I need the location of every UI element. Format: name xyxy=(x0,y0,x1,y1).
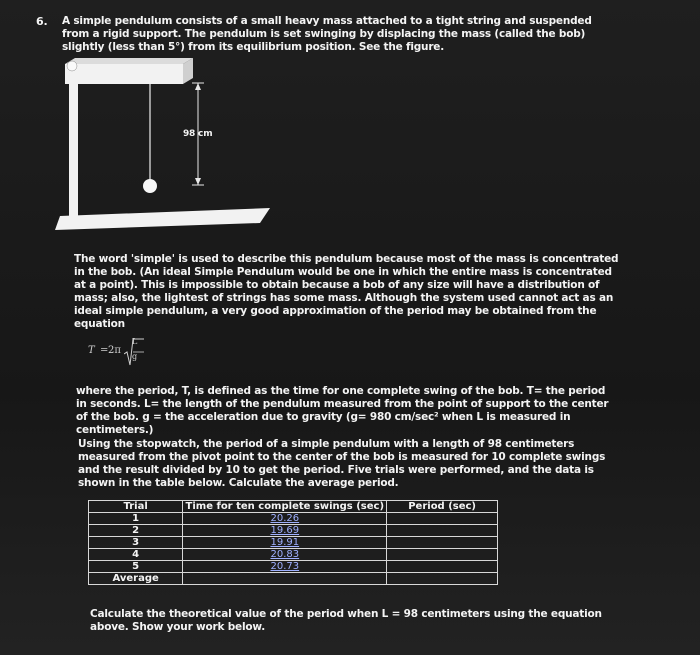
period-cell[interactable] xyxy=(387,549,498,561)
pendulum-figure xyxy=(55,58,270,233)
equation-t: T xyxy=(88,345,95,356)
support-beam xyxy=(65,64,183,84)
base-plate xyxy=(55,208,270,230)
table-row xyxy=(89,525,498,537)
length-label: 98 cm xyxy=(183,129,213,139)
simple-pendulum-paragraph: The word 'simple' is used to describe this pendulum because most of the mass is concentrated in the bob. (An ideal Simple Pendulum would be one in which the entire mass is concentrated at a point). This is impossible to obtain because a bob of any size will have a distribution of mass; also, the lightest of strings has some mass. Although the system used cannot act as an ideal simple pendulum, a very good approximation of the period may be obtained from the equation xyxy=(74,253,619,330)
header-trial: Trial xyxy=(89,501,183,513)
question-number: 6. xyxy=(36,15,48,28)
trial-cell: 3 xyxy=(89,537,183,549)
period-cell[interactable] xyxy=(387,561,498,573)
time-cell: 19.69 xyxy=(183,525,387,537)
trial-cell: 1 xyxy=(89,513,183,525)
table-average-row xyxy=(89,573,498,585)
equation-g: g xyxy=(132,352,138,361)
table-row xyxy=(89,561,498,573)
trial-cell: 2 xyxy=(89,525,183,537)
period-cell[interactable] xyxy=(387,513,498,525)
question-intro: A simple pendulum consists of a small heavy mass attached to a tight string and suspended from a rigid support. The pendulum is set swinging by displacing the mass (called the bob) slightly (less than 5°) from its equilibrium position. See the figure. xyxy=(62,15,592,53)
equation-two-pi: 2π xyxy=(108,345,121,356)
time-cell: 20.73 xyxy=(183,561,387,573)
header-period: Period (sec) xyxy=(387,501,498,513)
header-time: Time for ten complete swings (sec) xyxy=(183,501,387,513)
equation-equals: = xyxy=(100,345,109,356)
table-header-row xyxy=(89,501,498,513)
trial-cell: 5 xyxy=(89,561,183,573)
table-row xyxy=(89,513,498,525)
average-period-cell[interactable] xyxy=(387,573,498,585)
period-definition: where the period, T, is defined as the time for one complete swing of the bob. T= the period in seconds. L= the length of the pendulum measured from the point of support to the center of the bob. g = the acceleration due to gravity (g= 980 cm/sec² when L is measured in centimeters.) xyxy=(76,385,609,436)
data-table xyxy=(88,500,498,585)
time-cell: 20.83 xyxy=(183,549,387,561)
average-label: Average xyxy=(89,573,183,585)
equation-l: L xyxy=(132,337,138,346)
time-cell: 19.91 xyxy=(183,537,387,549)
pendulum-bob xyxy=(143,179,157,193)
period-equation xyxy=(88,337,148,371)
stopwatch-paragraph: Using the stopwatch, the period of a simple pendulum with a length of 98 centimeters measured from the pivot point to the center of the bob is measured for 10 complete swings and the result divided by 10 to get the period. Five trials were performed, and the data is shown in the table below. Calculate the average period. xyxy=(78,438,606,489)
support-post xyxy=(69,84,78,216)
trial-cell: 4 xyxy=(89,549,183,561)
table-row xyxy=(89,549,498,561)
table-row xyxy=(89,537,498,549)
period-cell[interactable] xyxy=(387,525,498,537)
average-time-cell xyxy=(183,573,387,585)
calculate-paragraph: Calculate the theoretical value of the period when L = 98 centimeters using the equation above. Show your work below. xyxy=(90,608,602,633)
period-cell[interactable] xyxy=(387,537,498,549)
time-cell: 20.26 xyxy=(183,513,387,525)
